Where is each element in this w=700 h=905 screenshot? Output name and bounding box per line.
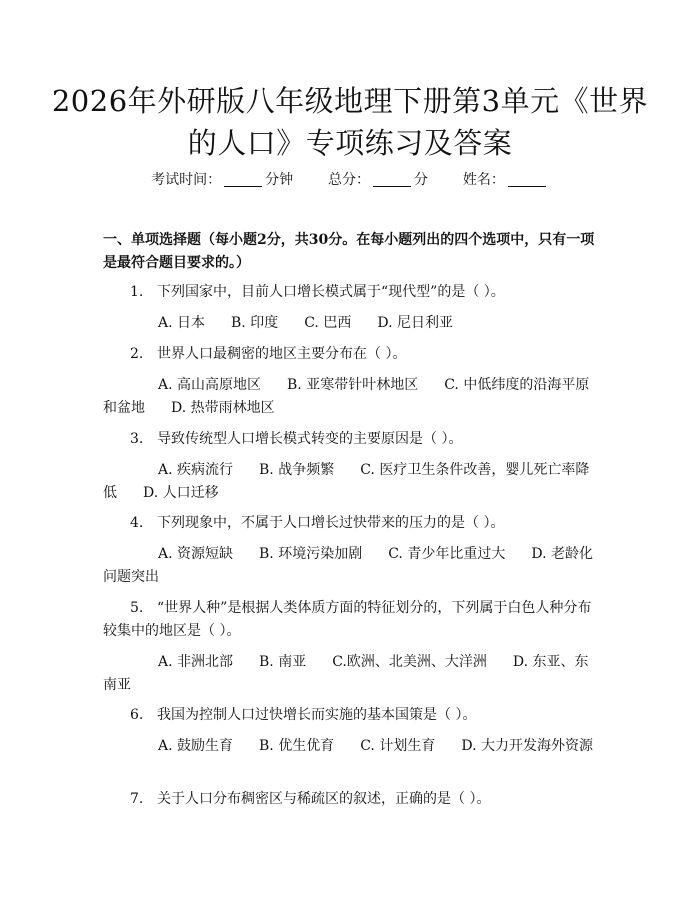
option-b[interactable]: B. 印度 [231, 315, 279, 331]
option-c[interactable]: C. 医疗卫生条件改善，婴儿死亡率降低 [103, 462, 590, 501]
option-a[interactable]: A. 高山高原地区 [158, 377, 262, 393]
option-b[interactable]: B. 亚寒带针叶林地区 [287, 377, 419, 393]
option-d[interactable]: D. 热带雨林地区 [171, 400, 275, 416]
question-text: “世界人种”是根据人类体质方面的特征划分的，下列属于白色人种分布较集中的地区是（ ）。 [103, 600, 592, 639]
question-text: 世界人口最稠密的地区主要分布在（ ）。 [157, 346, 407, 362]
option-d[interactable]: D. 东亚、东南亚 [103, 654, 589, 693]
question-text: 下列国家中，目前人口增长模式属于“现代型”的是（ ）。 [157, 284, 505, 300]
document-title: 2026年外研版八年级地理下册第3单元《世界的人口》专项练习及答案 [51, 84, 649, 160]
option-c[interactable]: C. 青少年比重过大 [388, 546, 506, 562]
option-a[interactable]: A. 鼓励生育 [158, 738, 234, 754]
question-number: 1. [130, 284, 144, 300]
option-d[interactable]: D. 尼日利亚 [377, 315, 453, 331]
section-heading-single-choice: 一、单项选择题（每小题2分，共30分。在每小题列出的四个选项中，只有一项是最符合题目要求的。） [103, 232, 595, 271]
question-1-options [103, 312, 598, 335]
question-6-options [103, 735, 598, 758]
exam-info-line [0, 169, 700, 189]
question-number: 5. [130, 600, 144, 616]
name-label: 姓名： [462, 172, 505, 188]
question-text: 关于人口分布稠密区与稀疏区的叙述，正确的是（ ）。 [157, 791, 491, 807]
option-b[interactable]: B. 战争频繁 [259, 462, 335, 478]
question-text: 导致传统型人口增长模式转变的主要原因是（ ）。 [157, 431, 463, 447]
option-a[interactable]: A. 资源短缺 [158, 546, 234, 562]
question-1 [103, 281, 598, 304]
question-2 [103, 343, 598, 366]
option-a[interactable]: A. 疾病流行 [158, 462, 234, 478]
option-b[interactable]: B. 优生优育 [259, 738, 335, 754]
time-blank[interactable] [224, 172, 262, 187]
time-unit: 分钟 [265, 172, 294, 188]
question-3-options [103, 459, 598, 505]
name-blank[interactable] [508, 172, 546, 187]
question-4-options [103, 543, 598, 589]
question-3 [103, 428, 598, 451]
question-2-options [103, 374, 598, 420]
score-label: 总分： [328, 172, 370, 188]
question-number: 2. [130, 346, 144, 362]
option-c[interactable]: C. 计划生育 [360, 738, 436, 754]
score-unit: 分 [414, 172, 428, 188]
option-d[interactable]: D. 人口迁移 [143, 485, 219, 501]
question-text: 下列现象中，不属于人口增长过快带来的压力的是（ ）。 [157, 515, 505, 531]
option-a[interactable]: A. 非洲北部 [158, 654, 234, 670]
score-blank[interactable] [373, 172, 411, 187]
question-text: 我国为控制人口过快增长而实施的基本国策是（ ）。 [157, 707, 477, 723]
question-number: 6. [130, 707, 144, 723]
option-b[interactable]: B. 环境污染加剧 [259, 546, 363, 562]
question-number: 7. [130, 791, 144, 807]
option-d[interactable]: D. 老龄化问题突出 [103, 546, 593, 585]
question-5 [103, 597, 598, 643]
question-number: 3. [130, 431, 144, 447]
question-5-options [103, 651, 598, 697]
option-b[interactable]: B. 南亚 [259, 654, 307, 670]
time-label: 考试时间： [151, 172, 222, 188]
question-number: 4. [130, 515, 144, 531]
option-c[interactable]: C.欧洲、北美洲、大洋洲 [332, 654, 487, 670]
option-c[interactable]: C. 中低纬度的沿海平原和盆地 [103, 377, 590, 416]
question-7 [103, 788, 598, 811]
option-a[interactable]: A. 日本 [158, 315, 206, 331]
option-c[interactable]: C. 巴西 [304, 315, 352, 331]
question-6 [103, 704, 598, 727]
option-d[interactable]: D. 大力开发海外资源 [461, 738, 593, 754]
question-4 [103, 512, 598, 535]
